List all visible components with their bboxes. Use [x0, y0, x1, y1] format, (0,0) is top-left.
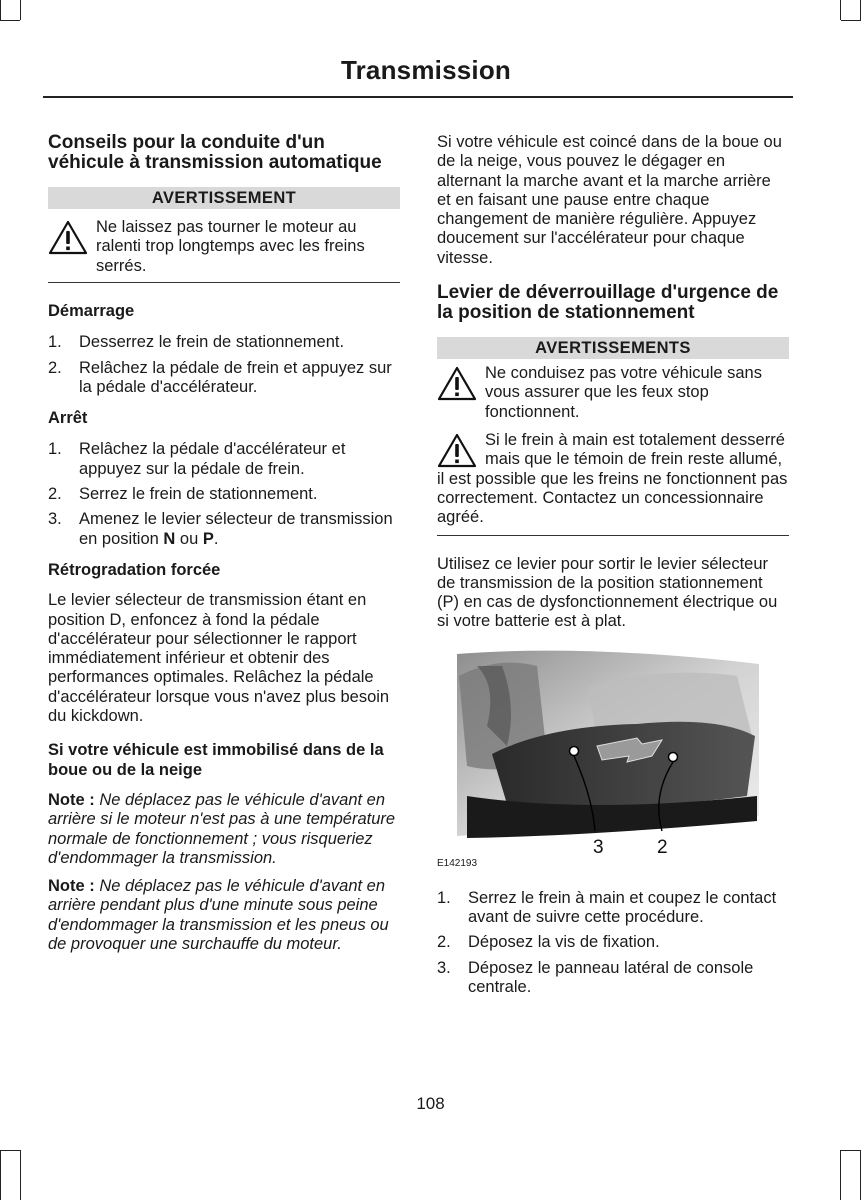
- list-item: [437, 889, 789, 928]
- crop-mark: [20, 1150, 21, 1200]
- section-heading: Levier de déverrouillage d'urgence de la position de stationnement: [437, 282, 779, 323]
- list-text: .: [213, 529, 219, 548]
- list-text: Déposez la vis de fixation.: [468, 933, 660, 952]
- crop-mark: [20, 0, 21, 20]
- list-text: Serrez le frein à main et coupez le contact avant de suivre cette procédure.: [468, 888, 777, 927]
- callout-2: 2: [657, 836, 668, 858]
- subheading-demarrage: Démarrage: [48, 302, 135, 320]
- crop-mark: [840, 0, 841, 20]
- warning-text: Ne conduisez pas votre véhicule sans vous assurer que les feux stop fonctionnent.: [485, 364, 762, 421]
- subheading-immobilise: Si votre véhicule est immobilisé dans de la boue ou de la neige: [48, 741, 384, 779]
- page-number: 108: [416, 1094, 445, 1113]
- list-number: 3.: [437, 958, 451, 977]
- list-number: 2.: [48, 358, 62, 377]
- crop-mark: [0, 20, 20, 21]
- left-column: [48, 133, 400, 954]
- list-number: 2.: [48, 485, 62, 504]
- warning-block: [48, 218, 400, 276]
- list-item: [48, 333, 400, 352]
- section-heading: Conseils pour la conduite d'un véhicule à transmission automatique: [48, 132, 382, 173]
- note-text: Ne déplacez pas le véhicule d'avant en arrière si le moteur n'est pas à une température normale de fonctionnement ; vous risqueriez d'endommager la transmission.: [48, 790, 396, 867]
- list-number: 3.: [48, 510, 62, 529]
- crop-mark: [840, 1150, 841, 1200]
- list-number: 1.: [48, 333, 62, 352]
- warning-title-bar: AVERTISSEMENT: [48, 187, 400, 209]
- warning-triangle-icon: [437, 366, 477, 402]
- warning-triangle-icon: [437, 433, 477, 469]
- list-text: Déposez le panneau latéral de console centrale.: [468, 958, 754, 996]
- warning-block: [437, 364, 789, 424]
- note-text: Ne déplacez pas le véhicule d'avant en arrière pendant plus d'une minute sous peine d'endommager la transmission et les pneus ou de provoquer une surchauffe du moteur.: [48, 877, 389, 954]
- crop-mark: [0, 1150, 1, 1200]
- list-item: [48, 359, 400, 398]
- note-label: Note :: [48, 877, 95, 896]
- warnings-title-bar: AVERTISSEMENTS: [437, 337, 789, 359]
- warning-triangle-icon: [48, 220, 88, 256]
- crop-mark: [0, 0, 1, 20]
- list-text: ou: [175, 529, 203, 548]
- note-label: Note :: [48, 790, 95, 809]
- right-column: [437, 133, 789, 1003]
- console-illustration: [437, 646, 789, 874]
- list-text: Desserrez le frein de stationnement.: [79, 333, 345, 352]
- warning-rule: [48, 282, 400, 283]
- crop-mark: [0, 1150, 20, 1151]
- list-text: Serrez le frein de stationnement.: [79, 485, 318, 504]
- warning-text: Ne laissez pas tourner le moteur au ralenti trop longtemps avec les freins serrés.: [96, 218, 365, 275]
- retrogradation-text: Le levier sélecteur de transmission étant en position D, enfoncez à fond la pédale d'accélérateur pour sélectionner le rapport immédiatement inférieur et obtenir des performances optimales. Relâchez la pédale d'accélérateur lorsque vous n'avez plus besoin du kickdown.: [48, 591, 390, 726]
- lever-text: Utilisez ce levier pour sortir le levier sélecteur de transmission de la position stationnement (P) en cas de dysfonctionnement électrique ou si votre batterie est à plat.: [437, 554, 778, 631]
- warning-rule: [437, 535, 789, 536]
- crop-mark: [841, 20, 861, 21]
- list-item: [48, 510, 400, 549]
- list-item: [437, 959, 789, 998]
- list-number: 1.: [48, 440, 62, 459]
- crop-mark: [841, 1150, 861, 1151]
- warning-text: Si le frein à main est totalement desserré mais que le témoin de frein reste allumé, il est possible que les freins ne fonctionnent pas correctement. Contactez un concessionnaire agréé.: [437, 431, 788, 527]
- list-text: Amenez le levier sélecteur de transmission en position: [79, 510, 393, 548]
- arret-list: [48, 440, 400, 548]
- note-1: [48, 791, 400, 868]
- list-number: 2.: [437, 933, 451, 952]
- callout-3: 3: [593, 836, 604, 858]
- list-item: [437, 933, 789, 952]
- subheading-arret: Arrêt: [48, 409, 88, 428]
- demarrage-list: [48, 333, 400, 397]
- list-number: 1.: [437, 888, 451, 907]
- list-text: Relâchez la pédale d'accélérateur et appuyez sur la pédale de frein.: [79, 440, 346, 478]
- header-rule: [43, 96, 793, 98]
- intro-text: Si votre véhicule est coincé dans de la boue ou de la neige, vous pouvez le dégager en alternant la marche avant et la marche arrière et en faisant une pause entre chaque changement de manière régulière. Appuyez doucement sur l'accélérateur pour chaque vitesse.: [437, 133, 782, 267]
- list-item: [48, 485, 400, 504]
- page-title: Transmission: [340, 55, 511, 85]
- note-2: [48, 877, 400, 954]
- warning-block: [437, 431, 789, 527]
- list-text: Relâchez la pédale de frein et appuyez sur la pédale d'accélérateur.: [79, 358, 392, 396]
- figure-code: E142193: [437, 858, 478, 870]
- procedure-list: [437, 889, 789, 997]
- console-figure: [437, 646, 789, 874]
- list-item: [48, 440, 400, 479]
- gear-n: N: [163, 529, 176, 548]
- gear-p: P: [202, 529, 214, 548]
- subheading-retrogradation: Rétrogradation forcée: [48, 560, 221, 579]
